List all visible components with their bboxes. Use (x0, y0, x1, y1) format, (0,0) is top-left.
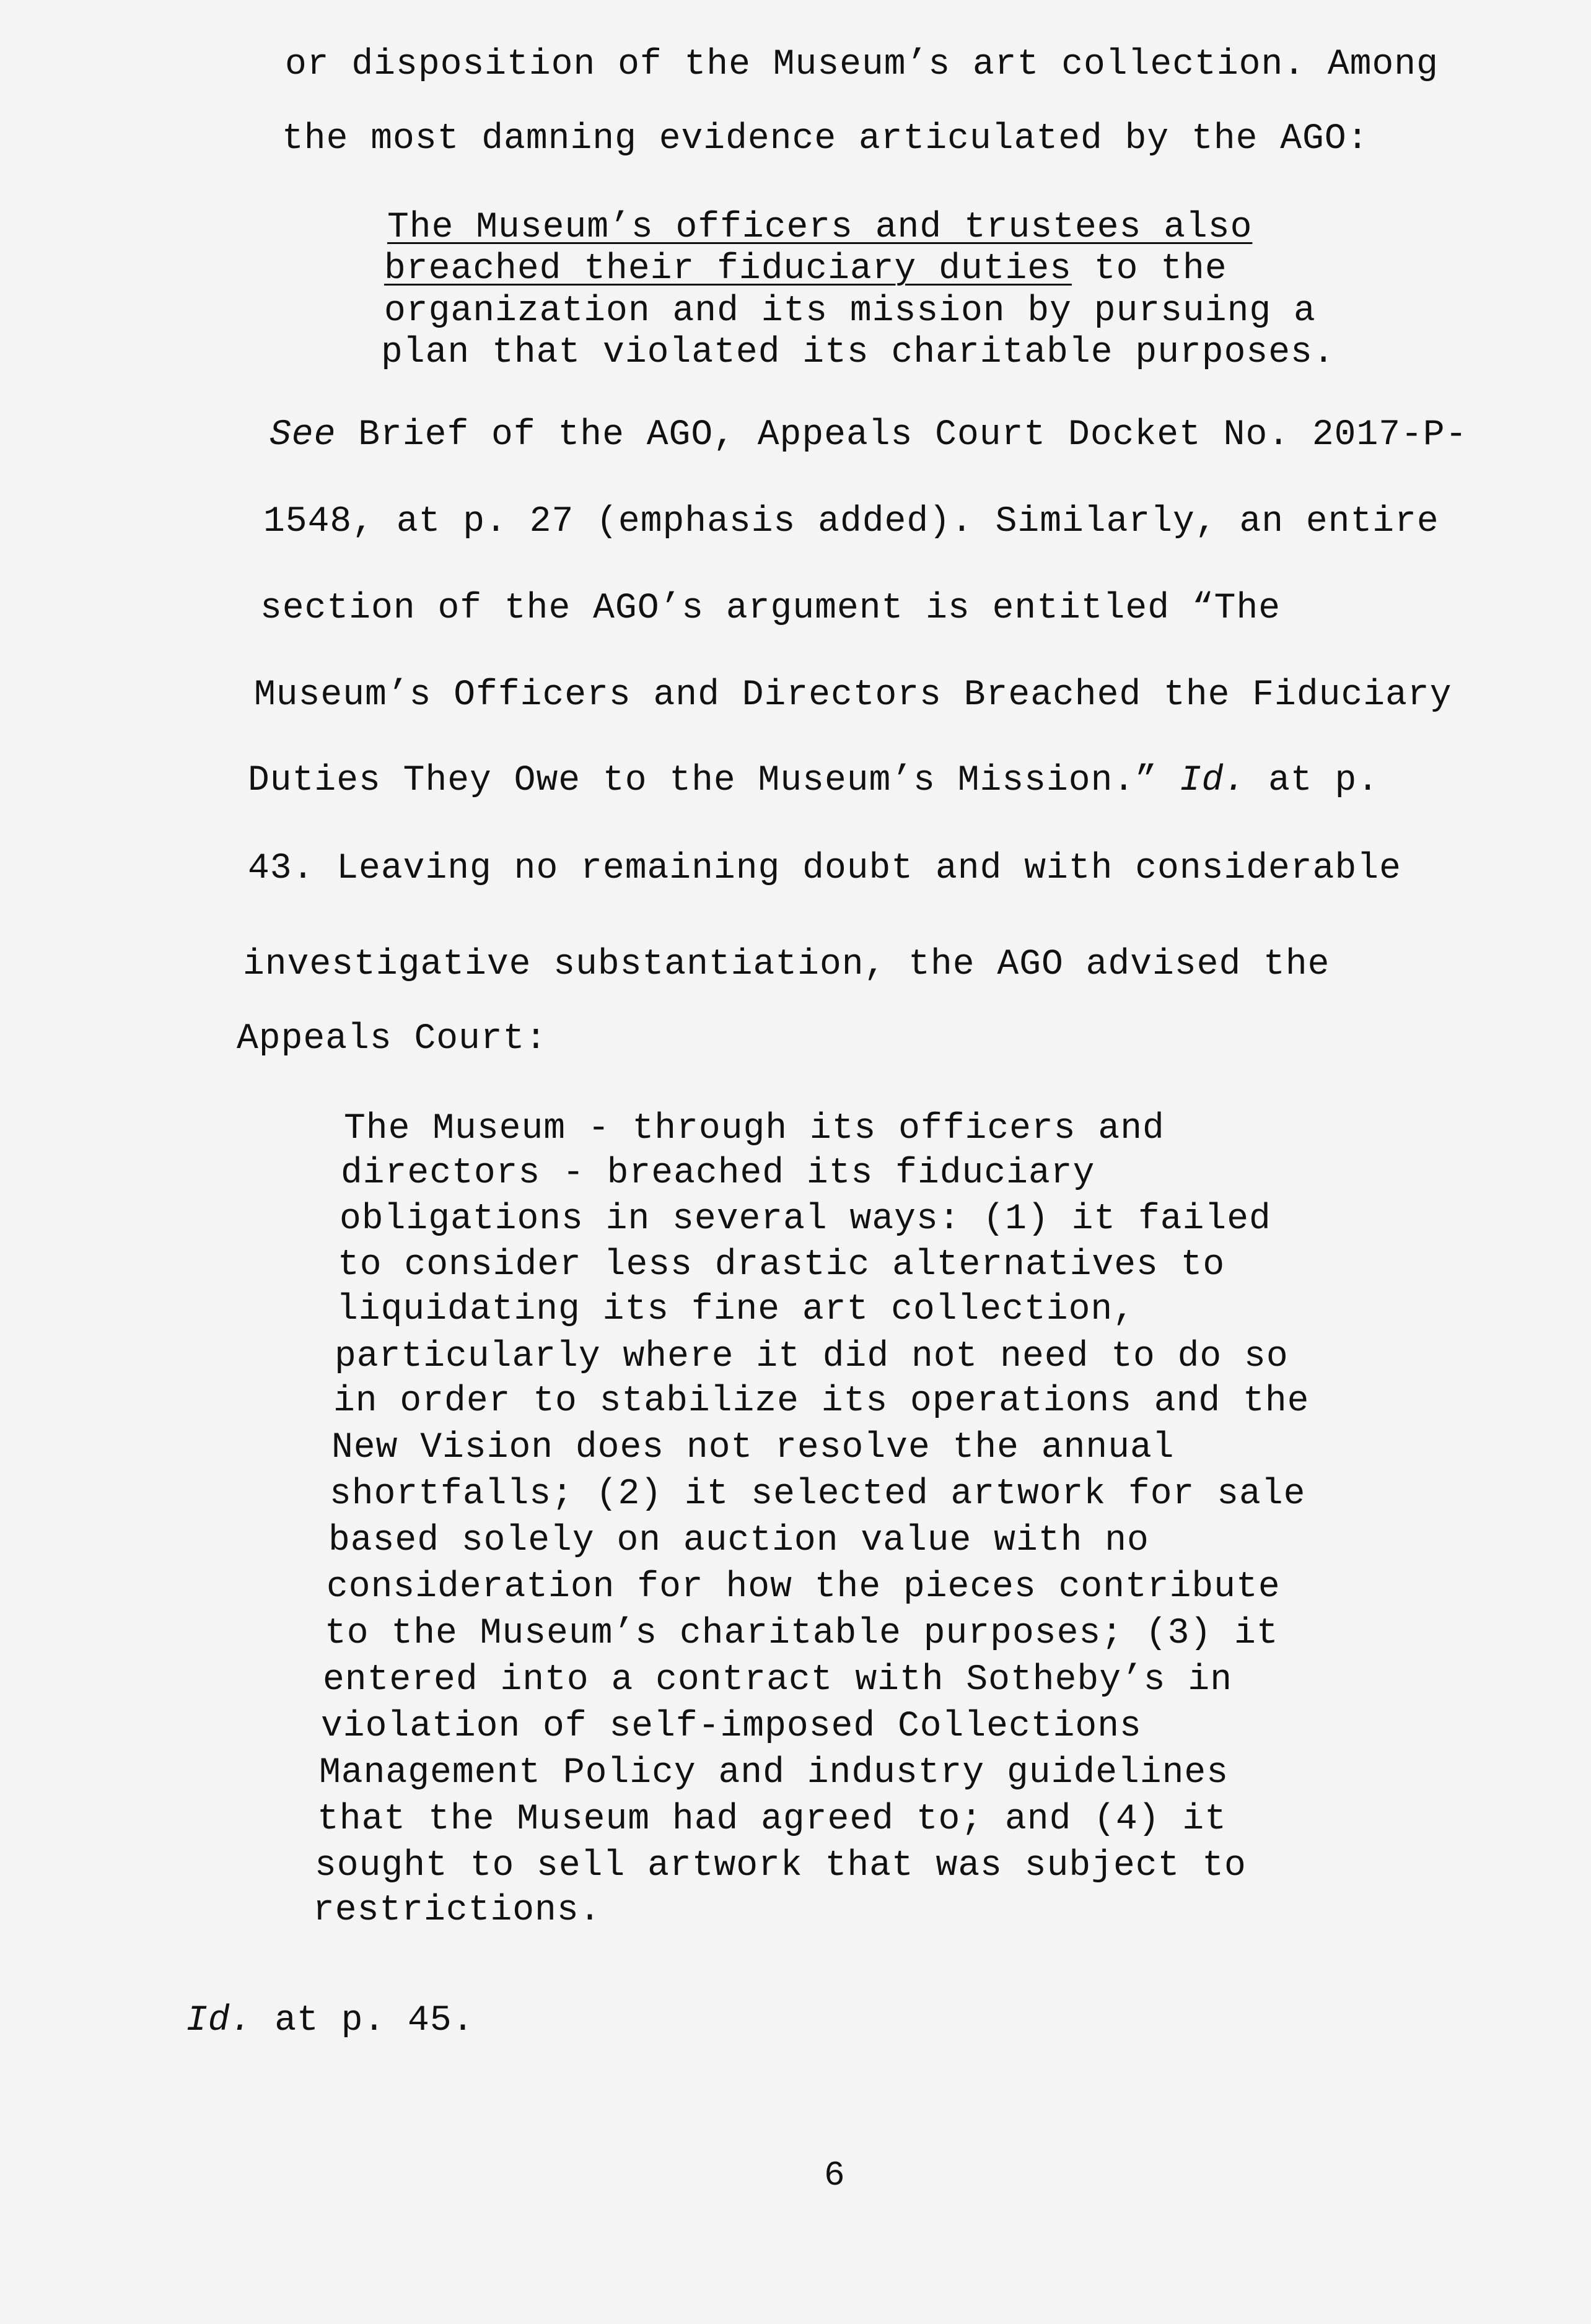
signal-word: See (270, 415, 336, 455)
paragraph-line: investigative substantiation, the AGO advised the (243, 945, 1330, 985)
paragraph-line: Appeals Court: (237, 1019, 548, 1059)
block-quote-line: restrictions. (313, 1890, 602, 1931)
paragraph-text: Duties They Owe to the Museum’s Mission.” (248, 761, 1180, 801)
block-quote-line: Management Policy and industry guidelines (319, 1753, 1229, 1793)
block-quote-line: organization and its mission by pursuing a (384, 291, 1316, 331)
block-quote-line (384, 249, 1227, 289)
block-quote-line: to the Museum’s charitable purposes; (3) it (325, 1614, 1279, 1654)
emphasis-text: breached their fiduciary duties (384, 249, 1072, 289)
block-quote-line: New Vision does not resolve the annual (331, 1428, 1175, 1468)
block-quote-line: entered into a contract with Sotheby’s in (323, 1660, 1233, 1700)
id-citation: Id. (186, 2001, 253, 2041)
block-quote-line: liquidating its fine art collection, (336, 1290, 1136, 1330)
paragraph-line: or disposition of the Museum’s art collection. Among (285, 45, 1439, 85)
block-quote-line: directors - breached its fiduciary (341, 1153, 1095, 1194)
block-quote-line: The Museum - through its officers and (344, 1109, 1165, 1149)
page-number: 6 (824, 2156, 845, 2195)
quote-text: to the (1071, 249, 1227, 289)
block-quote-line: sought to sell artwork that was subject to (315, 1846, 1247, 1886)
citation-line (186, 2001, 474, 2041)
block-quote-line: particularly where it did not need to do so (335, 1337, 1289, 1377)
block-quote-line: violation of self-imposed Collections (321, 1706, 1142, 1747)
block-quote-line: based solely on auction value with no (328, 1521, 1149, 1561)
paragraph-line: the most damning evidence articulated by the AGO: (282, 119, 1369, 159)
block-quote-line: shortfalls; (2) it selected artwork for sale (330, 1474, 1306, 1514)
block-quote-line: in order to stabilize its operations and the (333, 1381, 1310, 1422)
paragraph-line (248, 761, 1379, 801)
paragraph-text: at p. (1246, 761, 1380, 801)
block-quote-line: consideration for how the pieces contribute (327, 1567, 1281, 1607)
block-quote-line: plan that violated its charitable purposes. (381, 333, 1335, 373)
id-citation: Id. (1179, 761, 1247, 801)
block-quote-line: obligations in several ways: (1) it failed (340, 1199, 1271, 1239)
block-quote-line: The Museum’s officers and trustees also (387, 208, 1253, 248)
block-quote-line: to consider less drastic alternatives to (338, 1245, 1225, 1285)
paragraph-line: section of the AGO’s argument is entitled “The (260, 588, 1281, 629)
paragraph-line: 1548, at p. 27 (emphasis added). Similarly, an entire (263, 502, 1439, 542)
citation-line (270, 415, 1468, 455)
paragraph-line: 43. Leaving no remaining doubt and with considerable (248, 849, 1401, 889)
citation-text: at p. 45. (252, 2001, 475, 2041)
citation-text: Brief of the AGO, Appeals Court Docket No. 2017-P- (336, 415, 1468, 455)
paragraph-line: Museum’s Officers and Directors Breached the Fiduciary (254, 675, 1452, 715)
block-quote-line: that the Museum had agreed to; and (4) it (317, 1799, 1227, 1840)
